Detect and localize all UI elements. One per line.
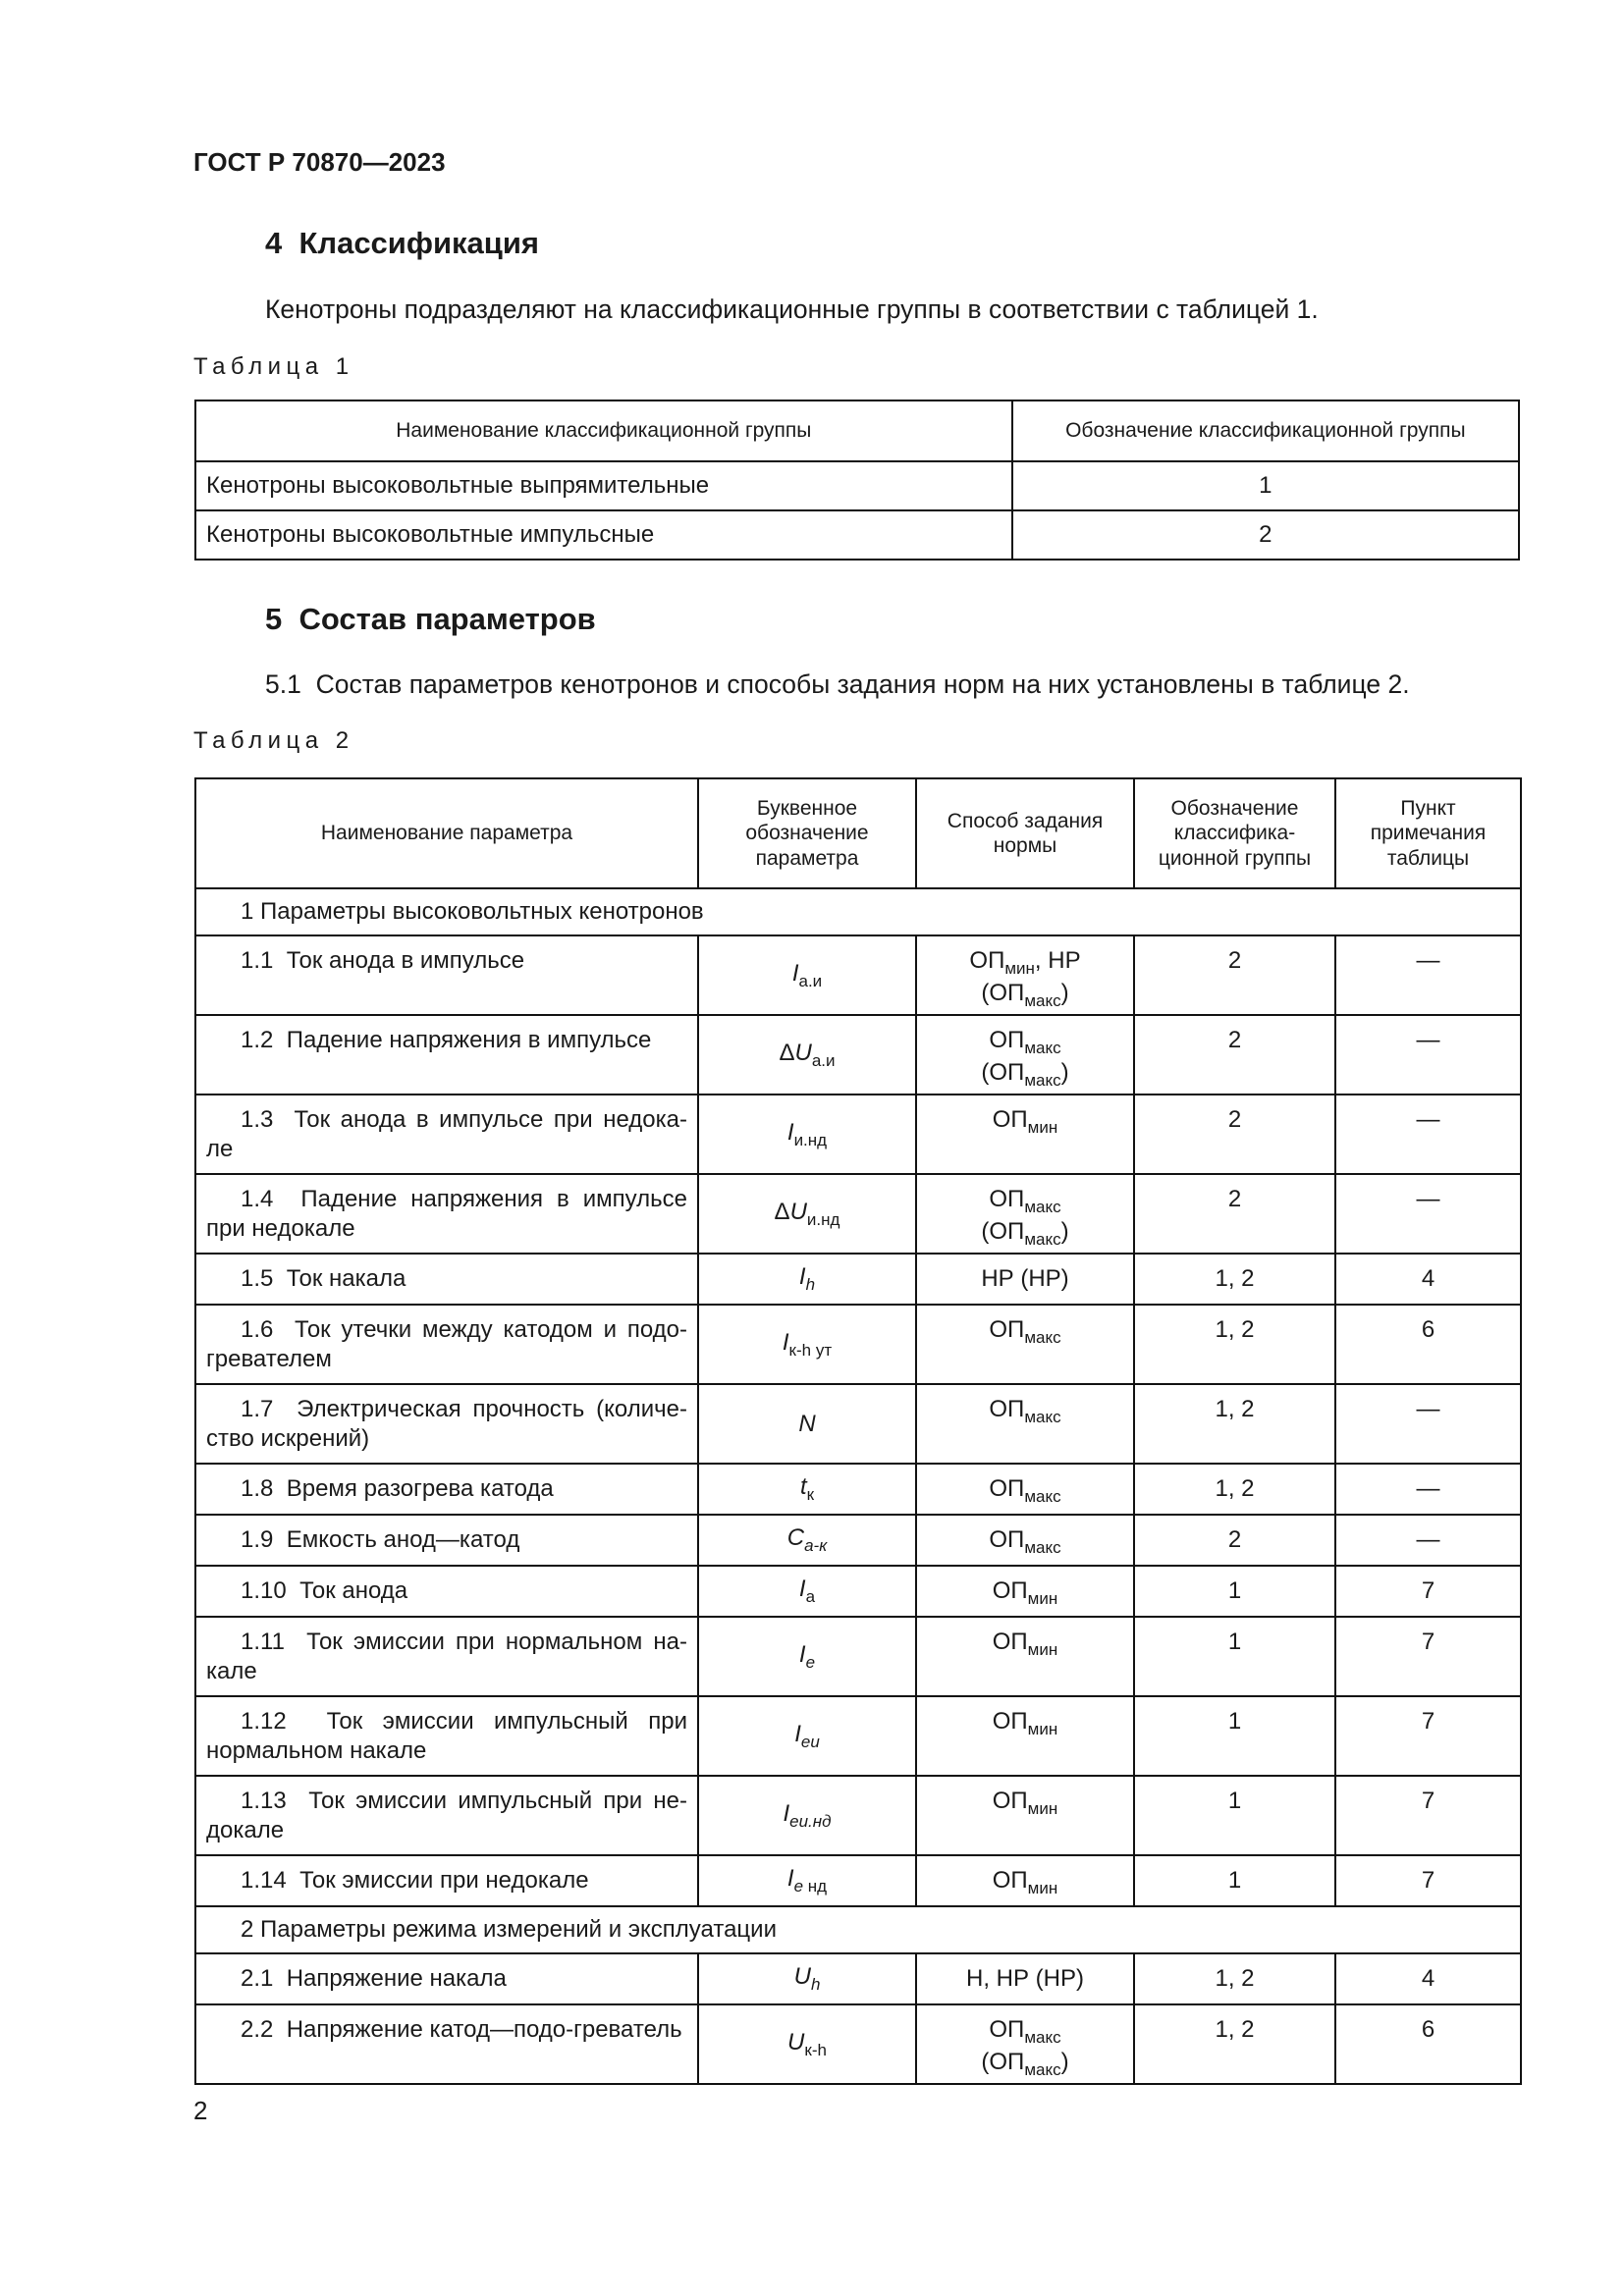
symbol-subscript-italic: еи.нд bbox=[789, 1811, 832, 1831]
symbol-subscript bbox=[807, 1485, 814, 1504]
norm-method-cell bbox=[916, 1384, 1134, 1464]
table-row bbox=[195, 2004, 1521, 2084]
parameter-name-cell bbox=[195, 1696, 698, 1776]
symbol-subscript bbox=[798, 972, 822, 990]
norm-method-tail: ) bbox=[1060, 1059, 1069, 1087]
table-row bbox=[195, 1305, 1521, 1384]
parameter-name: Электрическая прочность (количе-ство искрений) bbox=[206, 1396, 687, 1452]
norm-method-line bbox=[917, 2048, 1133, 2080]
parameter-number: 1.10 bbox=[241, 1577, 287, 1604]
norm-method-subscript: макс bbox=[1024, 2028, 1061, 2047]
classification-table bbox=[194, 400, 1520, 561]
table-1-caption: Таблица 1 bbox=[193, 353, 354, 380]
norm-method-text: ОП bbox=[992, 1867, 1028, 1894]
parameter-name: Напряжение накала bbox=[286, 1965, 507, 1992]
parameter-symbol-cell bbox=[698, 1855, 916, 1906]
norm-method-text: НР (НР) bbox=[981, 1265, 1069, 1292]
symbol-prefix: Δ bbox=[779, 1039, 795, 1066]
classification-group-cell: 1 bbox=[1134, 1617, 1335, 1696]
norm-method-tail: ) bbox=[1060, 1218, 1069, 1246]
parameter-name-cell bbox=[195, 1566, 698, 1617]
table-row bbox=[195, 1515, 1521, 1566]
norm-method-tail: , НР bbox=[1034, 947, 1081, 974]
norm-method-line bbox=[917, 1058, 1133, 1091]
classification-group-cell: 1, 2 bbox=[1134, 2004, 1335, 2084]
norm-method-cell bbox=[916, 1305, 1134, 1384]
parameter-number: 1.9 bbox=[241, 1526, 274, 1553]
parameter-symbol-cell bbox=[698, 935, 916, 1015]
parameter-symbol-cell bbox=[698, 1776, 916, 1855]
parameter-name: Падение напряжения в импульсе bbox=[286, 1027, 652, 1053]
parameter-name-cell bbox=[195, 1095, 698, 1174]
classification-group-cell: 1 bbox=[1134, 1776, 1335, 1855]
parameter-symbol-cell bbox=[698, 1953, 916, 2004]
parameter-name: Ток анода bbox=[299, 1577, 408, 1604]
norm-method-subscript: макс bbox=[1024, 1538, 1061, 1557]
section-row bbox=[195, 888, 1521, 935]
symbol-letter: I bbox=[798, 1640, 806, 1668]
norm-method-cell bbox=[916, 1174, 1134, 1254]
column-header-note: Пункт примечания таблицы bbox=[1335, 778, 1521, 888]
norm-method-line bbox=[917, 1105, 1133, 1138]
group-name-cell: Кенотроны высоковольтные импульсные bbox=[195, 510, 1012, 560]
symbol-subscript-italic: еи bbox=[800, 1732, 820, 1751]
table-row bbox=[195, 1015, 1521, 1095]
section-5-paragraph: 5.1 Состав параметров кенотронов и способы задания норм на них установлены в таблице 2. bbox=[265, 669, 1410, 699]
norm-method-text: ОП bbox=[989, 1396, 1025, 1422]
symbol-subscript-upright: к-h bbox=[804, 2040, 827, 2059]
document-standard-header: ГОСТ Р 70870—2023 bbox=[193, 147, 446, 177]
parameter-number: 1.1 bbox=[241, 947, 274, 974]
table-row bbox=[195, 1384, 1521, 1464]
symbol-letter: I bbox=[794, 1720, 801, 1747]
parameter-number: 1.6 bbox=[241, 1316, 274, 1343]
parameter-name: Ток эмиссии при недокале bbox=[299, 1867, 589, 1894]
classification-group-cell: 1 bbox=[1134, 1566, 1335, 1617]
parameter-name-cell bbox=[195, 1953, 698, 2004]
norm-method-line bbox=[917, 1866, 1133, 1898]
norm-method-subscript: макс bbox=[1024, 991, 1061, 1011]
parameter-number: 1.13 bbox=[241, 1788, 287, 1814]
table-row bbox=[195, 1855, 1521, 1906]
parameter-name: Емкость анод—катод bbox=[286, 1526, 520, 1553]
table-row bbox=[195, 1776, 1521, 1855]
note-reference-cell: 4 bbox=[1335, 1953, 1521, 2004]
parameter-name: Ток эмиссии импульсный при не-докале bbox=[206, 1788, 687, 1843]
classification-group-cell: 1, 2 bbox=[1134, 1305, 1335, 1384]
parameter-name-cell bbox=[195, 1384, 698, 1464]
note-reference-cell: — bbox=[1335, 1015, 1521, 1095]
section-4-paragraph: Кенотроны подразделяют на классификационные группы в соответствии с таблицей 1. bbox=[265, 294, 1319, 324]
parameter-symbol-cell bbox=[698, 1384, 916, 1464]
symbol-subscript-upright: нд bbox=[803, 1877, 828, 1896]
table-row bbox=[195, 1464, 1521, 1515]
norm-method-subscript: макс bbox=[1024, 1487, 1061, 1506]
norm-method-cell bbox=[916, 1095, 1134, 1174]
table-row bbox=[195, 510, 1519, 560]
parameter-name-cell bbox=[195, 1174, 698, 1254]
norm-method-text: ОП bbox=[969, 947, 1005, 974]
section-5-title: 5 Состав параметров bbox=[265, 602, 596, 636]
classification-group-cell: 1, 2 bbox=[1134, 1384, 1335, 1464]
norm-method-subscript: мин bbox=[1027, 1118, 1058, 1137]
norm-method-line bbox=[917, 1964, 1133, 1994]
norm-method-text: ОП bbox=[989, 1027, 1025, 1053]
table-row bbox=[195, 935, 1521, 1015]
norm-method-cell bbox=[916, 1464, 1134, 1515]
section-title-cell: 2 Параметры режима измерений и эксплуатации bbox=[195, 1906, 1521, 1953]
parameter-name: Ток анода в импульсе bbox=[286, 947, 525, 974]
parameter-symbol-cell bbox=[698, 1696, 916, 1776]
symbol-subscript bbox=[806, 1587, 815, 1606]
parameter-number: 1.4 bbox=[241, 1186, 274, 1212]
symbol-letter: I bbox=[798, 1575, 806, 1603]
symbol-subscript bbox=[806, 1653, 815, 1672]
norm-method-cell bbox=[916, 1696, 1134, 1776]
symbol-subscript bbox=[811, 1975, 820, 1994]
norm-method-line bbox=[917, 1185, 1133, 1217]
norm-method-text: (ОП bbox=[981, 2049, 1025, 2076]
norm-method-text: (ОП bbox=[981, 1218, 1025, 1246]
symbol-subscript bbox=[789, 1812, 831, 1831]
symbol-letter: U bbox=[787, 2028, 805, 2056]
note-reference-cell: — bbox=[1335, 1384, 1521, 1464]
norm-method-line bbox=[917, 2015, 1133, 2048]
symbol-subscript bbox=[794, 1131, 828, 1149]
symbol-letter: I bbox=[791, 959, 799, 987]
norm-method-line bbox=[917, 946, 1133, 979]
classification-group-cell: 1, 2 bbox=[1134, 1254, 1335, 1305]
note-reference-cell: — bbox=[1335, 1095, 1521, 1174]
table-row bbox=[195, 1617, 1521, 1696]
parameter-name-cell bbox=[195, 1254, 698, 1305]
norm-method-text: ОП bbox=[989, 1475, 1025, 1502]
classification-group-cell: 1 bbox=[1134, 1696, 1335, 1776]
section-4-title: 4 Классификация bbox=[265, 226, 539, 260]
norm-method-text: ОП bbox=[989, 1186, 1025, 1212]
group-code-cell: 2 bbox=[1012, 510, 1519, 560]
note-reference-cell: — bbox=[1335, 1464, 1521, 1515]
norm-method-text: ОП bbox=[989, 2016, 1025, 2043]
norm-method-cell bbox=[916, 1617, 1134, 1696]
classification-group-cell: 2 bbox=[1134, 1174, 1335, 1254]
parameter-name-cell bbox=[195, 935, 698, 1015]
classification-group-cell: 2 bbox=[1134, 1095, 1335, 1174]
parameter-number: 1.12 bbox=[241, 1708, 287, 1735]
symbol-letter: I bbox=[786, 1865, 794, 1893]
table-row bbox=[195, 461, 1519, 510]
symbol-letter: I bbox=[783, 1799, 790, 1827]
parameter-name: Ток анода в импульсе при недока-ле bbox=[206, 1106, 687, 1162]
norm-method-subscript: макс bbox=[1024, 1039, 1061, 1057]
classification-group-cell: 1, 2 bbox=[1134, 1464, 1335, 1515]
note-reference-cell: 6 bbox=[1335, 1305, 1521, 1384]
parameter-symbol-cell bbox=[698, 1515, 916, 1566]
parameter-name-cell bbox=[195, 1464, 698, 1515]
symbol-subscript bbox=[804, 2041, 827, 2059]
norm-method-cell bbox=[916, 1015, 1134, 1095]
table-row bbox=[195, 1174, 1521, 1254]
column-header-group: Обозначение классифика-ционной группы bbox=[1134, 778, 1335, 888]
parameter-name: Ток эмиссии при нормальном на-кале bbox=[206, 1629, 687, 1684]
symbol-letter: U bbox=[793, 1963, 811, 1991]
table-row bbox=[195, 1254, 1521, 1305]
parameter-name-cell bbox=[195, 1305, 698, 1384]
parameter-name: Падение напряжения в импульсе при недокале bbox=[206, 1186, 687, 1242]
norm-method-subscript: мин bbox=[1027, 1879, 1058, 1897]
note-reference-cell: 7 bbox=[1335, 1855, 1521, 1906]
norm-method-line bbox=[917, 1787, 1133, 1819]
norm-method-line bbox=[917, 1628, 1133, 1660]
norm-method-line bbox=[917, 979, 1133, 1011]
note-reference-cell: 6 bbox=[1335, 2004, 1521, 2084]
parameter-name: Ток эмиссии импульсный при нормальном накале bbox=[206, 1708, 687, 1764]
norm-method-cell bbox=[916, 2004, 1134, 2084]
symbol-subscript bbox=[804, 1536, 827, 1555]
norm-method-tail: ) bbox=[1060, 2049, 1069, 2076]
parameter-symbol-cell bbox=[698, 1015, 916, 1095]
note-reference-cell: 7 bbox=[1335, 1617, 1521, 1696]
table-2-caption: Таблица 2 bbox=[193, 727, 354, 754]
parameter-symbol-cell bbox=[698, 1617, 916, 1696]
norm-method-subscript: макс bbox=[1024, 1198, 1061, 1216]
symbol-subscript bbox=[806, 1275, 815, 1294]
norm-method-line bbox=[917, 1217, 1133, 1250]
symbol-subscript bbox=[812, 1051, 836, 1070]
classification-group-cell: 2 bbox=[1134, 1015, 1335, 1095]
parameter-name-cell bbox=[195, 1617, 698, 1696]
norm-method-text: ОП bbox=[992, 1106, 1028, 1133]
symbol-letter: U bbox=[794, 1039, 812, 1066]
table-row bbox=[195, 1953, 1521, 2004]
symbol-letter: C bbox=[786, 1524, 805, 1552]
norm-method-line bbox=[917, 1315, 1133, 1348]
parameter-number: 2.1 bbox=[241, 1965, 274, 1992]
symbol-subscript-italic: h bbox=[805, 1275, 816, 1295]
norm-method-text: ОП bbox=[992, 1577, 1028, 1604]
column-header-group-code: Обозначение классификационной группы bbox=[1012, 400, 1519, 461]
table-header-row bbox=[195, 778, 1521, 888]
symbol-subscript-upright: и.нд bbox=[793, 1130, 828, 1149]
parameter-symbol-cell bbox=[698, 1464, 916, 1515]
note-reference-cell: 7 bbox=[1335, 1776, 1521, 1855]
norm-method-text: ОП bbox=[992, 1629, 1028, 1655]
norm-method-text: ОП bbox=[992, 1708, 1028, 1735]
note-reference-cell: — bbox=[1335, 1174, 1521, 1254]
norm-method-cell bbox=[916, 1515, 1134, 1566]
symbol-subscript bbox=[794, 1877, 828, 1896]
norm-method-subscript: мин bbox=[1027, 1589, 1058, 1608]
table-row bbox=[195, 1566, 1521, 1617]
norm-method-subscript: макс bbox=[1024, 1328, 1061, 1347]
section-title-cell: 1 Параметры высоковольтных кенотронов bbox=[195, 888, 1521, 935]
parameter-name-cell bbox=[195, 1855, 698, 1906]
parameter-number: 1.5 bbox=[241, 1265, 274, 1292]
parameter-symbol-cell bbox=[698, 2004, 916, 2084]
norm-method-subscript: мин bbox=[1004, 959, 1035, 978]
norm-method-subscript: мин bbox=[1027, 1640, 1058, 1659]
symbol-subscript-italic: e bbox=[793, 1877, 804, 1896]
norm-method-subscript: макс bbox=[1024, 1408, 1061, 1426]
symbol-subscript-upright: а.и bbox=[811, 1050, 836, 1070]
symbol-subscript-upright: а.и bbox=[798, 971, 823, 990]
parameter-symbol-cell bbox=[698, 1174, 916, 1254]
symbol-subscript bbox=[801, 1733, 820, 1751]
parameters-table-body bbox=[195, 888, 1521, 2084]
parameter-name: Напряжение катод—подо-греватель bbox=[286, 2016, 682, 2043]
norm-method-subscript: мин bbox=[1027, 1799, 1058, 1818]
parameter-number: 1.7 bbox=[241, 1396, 274, 1422]
parameter-name-cell bbox=[195, 1515, 698, 1566]
symbol-letter: N bbox=[798, 1410, 816, 1437]
column-header-name: Наименование параметра bbox=[195, 778, 698, 888]
parameter-name-cell bbox=[195, 2004, 698, 2084]
norm-method-line bbox=[917, 1026, 1133, 1058]
symbol-prefix: Δ bbox=[774, 1198, 790, 1225]
norm-method-line bbox=[917, 1395, 1133, 1427]
symbol-letter: t bbox=[799, 1473, 807, 1501]
norm-method-cell bbox=[916, 1566, 1134, 1617]
norm-method-subscript: макс bbox=[1024, 2060, 1061, 2080]
norm-method-subscript: мин bbox=[1027, 1720, 1058, 1738]
parameter-number: 1.14 bbox=[241, 1867, 287, 1894]
norm-method-cell bbox=[916, 1254, 1134, 1305]
note-reference-cell: 7 bbox=[1335, 1566, 1521, 1617]
parameter-number: 1.8 bbox=[241, 1475, 274, 1502]
classification-group-cell: 1, 2 bbox=[1134, 1953, 1335, 2004]
parameter-symbol-cell bbox=[698, 1305, 916, 1384]
norm-method-text: (ОП bbox=[981, 980, 1025, 1007]
symbol-letter: I bbox=[782, 1328, 789, 1356]
parameter-number: 2.2 bbox=[241, 2016, 274, 2043]
parameter-name: Время разогрева катода bbox=[286, 1475, 554, 1502]
note-reference-cell: — bbox=[1335, 1515, 1521, 1566]
parameter-symbol-cell bbox=[698, 1566, 916, 1617]
table-row bbox=[195, 1095, 1521, 1174]
parameter-name-cell bbox=[195, 1776, 698, 1855]
table-row bbox=[195, 1696, 1521, 1776]
norm-method-subscript: макс bbox=[1024, 1071, 1061, 1091]
norm-method-tail: ) bbox=[1060, 980, 1069, 1007]
norm-method-subscript: макс bbox=[1024, 1230, 1061, 1250]
parameter-symbol-cell bbox=[698, 1254, 916, 1305]
parameter-name-cell bbox=[195, 1015, 698, 1095]
symbol-subscript-italic: h bbox=[810, 1975, 821, 1995]
column-header-method: Способ задания нормы bbox=[916, 778, 1134, 888]
parameter-number: 1.2 bbox=[241, 1027, 274, 1053]
parameters-table bbox=[194, 777, 1522, 2085]
group-name-cell: Кенотроны высоковольтные выпрямительные bbox=[195, 461, 1012, 510]
norm-method-line bbox=[917, 1525, 1133, 1558]
symbol-subscript-upright: и.нд bbox=[806, 1209, 840, 1229]
norm-method-text: ОП bbox=[989, 1316, 1025, 1343]
symbol-subscript-italic: e bbox=[805, 1652, 816, 1672]
symbol-subscript-upright: к-h ут bbox=[788, 1340, 833, 1360]
column-header-symbol: Буквенное обозначение параметра bbox=[698, 778, 916, 888]
norm-method-line bbox=[917, 1707, 1133, 1739]
norm-method-text: ОП bbox=[989, 1526, 1025, 1553]
classification-group-cell: 2 bbox=[1134, 1515, 1335, 1566]
symbol-letter: I bbox=[798, 1263, 806, 1291]
norm-method-cell bbox=[916, 935, 1134, 1015]
note-reference-cell: 7 bbox=[1335, 1696, 1521, 1776]
norm-method-cell bbox=[916, 1855, 1134, 1906]
table-header-row bbox=[195, 400, 1519, 461]
note-reference-cell: — bbox=[1335, 935, 1521, 1015]
symbol-letter: I bbox=[786, 1118, 794, 1146]
parameter-name: Ток накала bbox=[286, 1265, 406, 1292]
symbol-letter: U bbox=[789, 1198, 807, 1225]
parameter-number: 1.3 bbox=[241, 1106, 274, 1133]
norm-method-line bbox=[917, 1264, 1133, 1294]
norm-method-cell bbox=[916, 1953, 1134, 2004]
symbol-subscript-italic: а-к bbox=[804, 1536, 828, 1556]
norm-method-line bbox=[917, 1474, 1133, 1507]
norm-method-text: (ОП bbox=[981, 1059, 1025, 1087]
page-number: 2 bbox=[193, 2096, 208, 2125]
parameter-number: 1.11 bbox=[241, 1629, 285, 1655]
symbol-subscript-upright: к bbox=[806, 1485, 815, 1505]
norm-method-cell bbox=[916, 1776, 1134, 1855]
symbol-subscript bbox=[807, 1210, 840, 1229]
norm-method-text: Н, НР (НР) bbox=[966, 1965, 1084, 1992]
norm-method-line bbox=[917, 1576, 1133, 1609]
classification-group-cell: 1 bbox=[1134, 1855, 1335, 1906]
section-row bbox=[195, 1906, 1521, 1953]
classification-group-cell: 2 bbox=[1134, 935, 1335, 1015]
parameter-symbol-cell bbox=[698, 1095, 916, 1174]
column-header-group-name: Наименование классификационной группы bbox=[195, 400, 1012, 461]
note-reference-cell: 4 bbox=[1335, 1254, 1521, 1305]
group-code-cell: 1 bbox=[1012, 461, 1519, 510]
symbol-subscript-upright: а bbox=[805, 1587, 816, 1607]
parameter-name: Ток утечки между катодом и подо-гревателем bbox=[206, 1316, 687, 1372]
norm-method-text: ОП bbox=[992, 1788, 1028, 1814]
symbol-subscript bbox=[789, 1341, 833, 1360]
